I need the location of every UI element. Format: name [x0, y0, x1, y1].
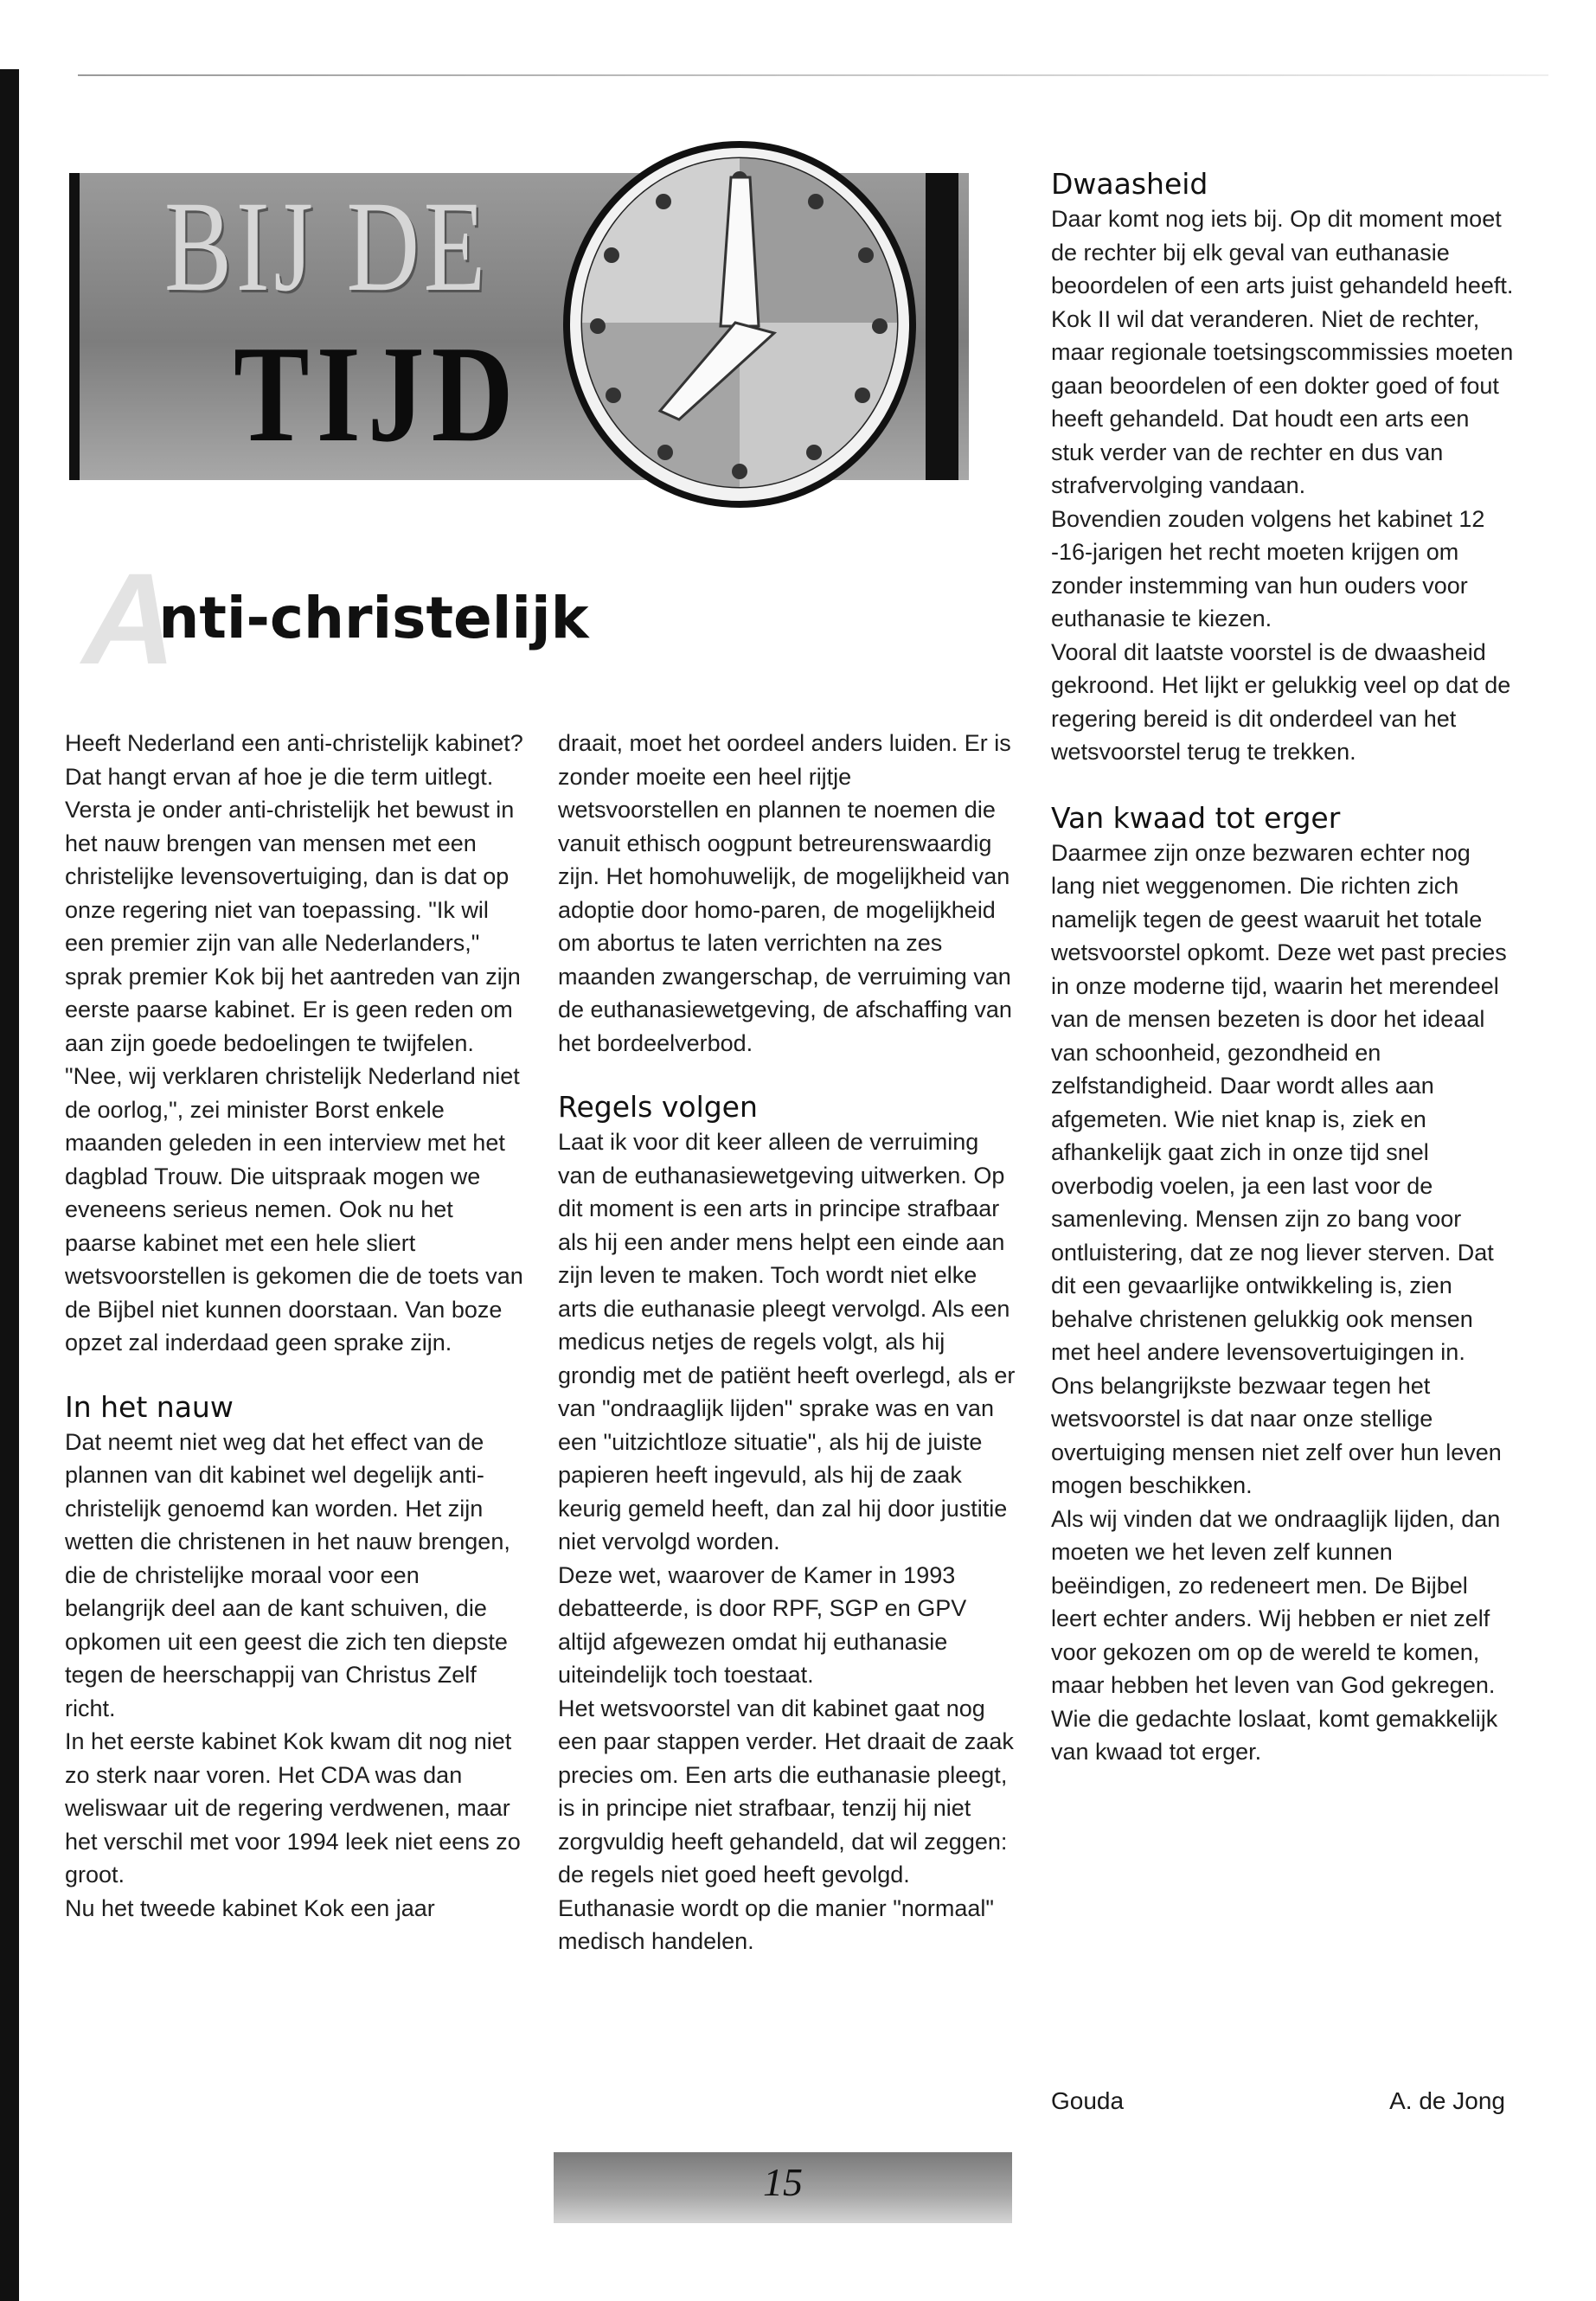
masthead-line2: TIJD	[234, 317, 521, 471]
paragraph: Bovendien zouden volgens het kabinet 12 -16-jarigen het recht moeten krijgen om zonder instemming van hun ouders voor euthanasie te kiezen.	[1051, 505, 1485, 631]
paragraph: Deze wet, waarover de Kamer in 1993 debatteerde, is door RPF, SGP en GPV altijd afgewezen omdat hij euthanasie uiteindelijk toch toestaat.	[558, 1561, 967, 1688]
page-number: 15	[763, 2160, 803, 2204]
subhead-in-het-nauw: In het nauw	[65, 1389, 234, 1424]
location: Gouda	[1051, 2087, 1125, 2114]
paragraph: In het eerste kabinet Kok kwam dit nog niet zo sterk naar voren. Het CDA was dan weliswaar uit de regering verdwenen, maar het verschil met voor 1994 leek niet eens zo groot.	[65, 1728, 521, 1888]
signoff	[1051, 2085, 1505, 2118]
paragraph: Nu het tweede kabinet Kok een jaar	[65, 1894, 435, 1921]
masthead-bar-right	[926, 173, 958, 480]
paragraph: "Nee, wij verklaren christelijk Nederland niet de oorlog,", zei minister Borst enkele maanden geleden in een interview met het dagblad Trouw. Die uitspraak mogen we eveneens serieus nemen. Ook nu het paarse kabinet met een hele sliert wetsvoorstellen is gekomen die de toets van de Bijbel niet kunnen doorstaan. Van boze opzet zal inderdaad geen sprake zijn.	[65, 1063, 523, 1356]
paragraph: Heeft Nederland een anti-christelijk kabinet? Dat hangt ervan af hoe je die term uitlegt. Versta je onder anti-christelijk het bewust in het nauw brengen van mensen met een christelijke levensovertuiging, dan is dat op onze regering niet van toepassing. "Ik wil een premier zijn van alle Nederlanders," sprak premier Kok bij het aantreden van zijn eerste paarse kabinet. Er is geen reden om aan zijn goede bedoelingen te twijfelen.	[65, 730, 523, 1056]
paragraph: draait, moet het oordeel anders luiden. Er is zonder moeite een heel rijtje wetsvoorstellen en plannen te noemen die vanuit ethisch oogpunt betreurenswaardig zijn. Het homohuwelijk, de mogelijkheid van adoptie door homo-paren, de mogelijkheid om abortus te laten verrichten na zes maanden zwangerschap, de verruiming van de euthanasiewetgeving, de afschaffing van het bordeelverbod.	[558, 730, 1012, 1056]
subhead-van-kwaad-tot-erger: Van kwaad tot erger	[1051, 800, 1341, 835]
paragraph: Vooral dit laatste voorstel is de dwaasheid gekroond. Het lijkt er gelukkig veel op dat de regering bereid is dit onderdeel van het wetsvoorstel terug te trekken.	[1051, 638, 1511, 765]
paragraph: Ons belangrijkste bezwaar tegen het wetsvoorstel is dat naar onze stellige overtuiging mensen niet zelf over hun leven mogen beschikken.	[1051, 1372, 1502, 1498]
paragraph: Als wij vinden dat we ondraaglijk lijden, dan moeten we het leven zelf kunnen beëindigen, zo redeneert men. De Bijbel leert echter anders. Wij hebben er niet zelf voor gekozen om op de wereld te komen, maar hebben het leven van God gekregen. Wie die gedachte loslaat, komt gemakkelijk van kwaad tot erger.	[1051, 1505, 1501, 1765]
article-title	[82, 546, 589, 691]
title-initial: A	[82, 546, 176, 691]
clock-icon	[558, 125, 930, 515]
top-rule	[78, 74, 1548, 76]
subhead-dwaasheid: Dwaasheid	[1051, 167, 1208, 201]
title-text: nti-christelijk	[158, 585, 589, 651]
page-number-box	[554, 2152, 1012, 2223]
paragraph: Dat neemt niet weg dat het effect van de plannen van dit kabinet wel degelijk anti-christelijk genoemd kan worden. Het zijn wetten die christenen in het nauw brengen, die de christelijke moraal voor een belangrijk deel aan de kant schuiven, die opkomen uit een geest die zich ten diepste tegen de heerschappij van Christus Zelf richt.	[65, 1428, 510, 1721]
author: A. de Jong	[1389, 2087, 1505, 2114]
article-column-3	[1051, 166, 1518, 1769]
subhead-regels-volgen: Regels volgen	[558, 1090, 758, 1124]
paragraph: Daarmee zijn onze bezwaren echter nog lang niet weggenomen. Die richten zich namelijk tegen de geest waaruit het totale wetsvoorstel opkomt. Deze wet past precies in onze moderne tijd, waarin het merendeel van de mensen bezeten is door het ideaal van schoonheid, gezondheid en zelfstandigheid. Daar wordt alles aan afgemeten. Wie niet knap is, ziek en afhankelijk gaat zich in onze tijd snel overbodig voelen, ja een last voor de samenleving. Mensen zijn zo bang voor ontluistering, dat ze nog liever sterven. Dat dit een gevaarlijke ontwikkeling is, zien behalve christenen gelukkig ook mensen met heel andere levensovertuigingen in.	[1051, 839, 1507, 1365]
masthead-line1: BIJ DE	[164, 175, 490, 318]
article-column-1	[65, 727, 523, 1925]
paragraph: Laat ik voor dit keer alleen de verruiming van de euthanasiewetgeving uitwerken. Op dit moment is een arts in principe strafbaar als hij een ander mens helpt een einde aan zijn leven te maken. Toch wordt niet elke arts die euthanasie pleegt vervolgd. Als een medicus netjes de regels volgt, als hij grondig met de patiënt heeft overlegd, als er van "ondraaglijk lijden" sprake was en van een "uitzichtloze situatie", als hij de juiste papieren heeft ingevuld, als hij de zaak keurig gemeld heeft, dan zal hij door justitie niet vervolgd worden.	[558, 1129, 1016, 1554]
masthead	[69, 164, 969, 484]
masthead-bar-left	[69, 173, 80, 480]
paragraph: Het wetsvoorstel van dit kabinet gaat nog een paar stappen verder. Het draait de zaak precies om. Een arts die euthanasie pleegt, is in principe niet strafbaar, tenzij hij niet zorgvuldig heeft gehandeld, dat wil zeggen: de regels niet goed heeft gevolgd. Euthanasie wordt op die manier "normaal" medisch handelen.	[558, 1695, 1014, 1954]
article-column-2	[558, 727, 1016, 1958]
paragraph: Daar komt nog iets bij. Op dit moment moet de rechter bij elk geval van euthanasie beoordelen of een arts juist gehandeld heeft. Kok II wil dat veranderen. Niet de rechter, maar regionale toetsingscommissies moeten gaan beoordelen of een dokter goed of fout heeft gehandeld. Dat houdt een arts een stuk verder van de rechter en dus van strafvervolging vandaan.	[1051, 206, 1514, 498]
page-edge	[0, 69, 19, 2301]
